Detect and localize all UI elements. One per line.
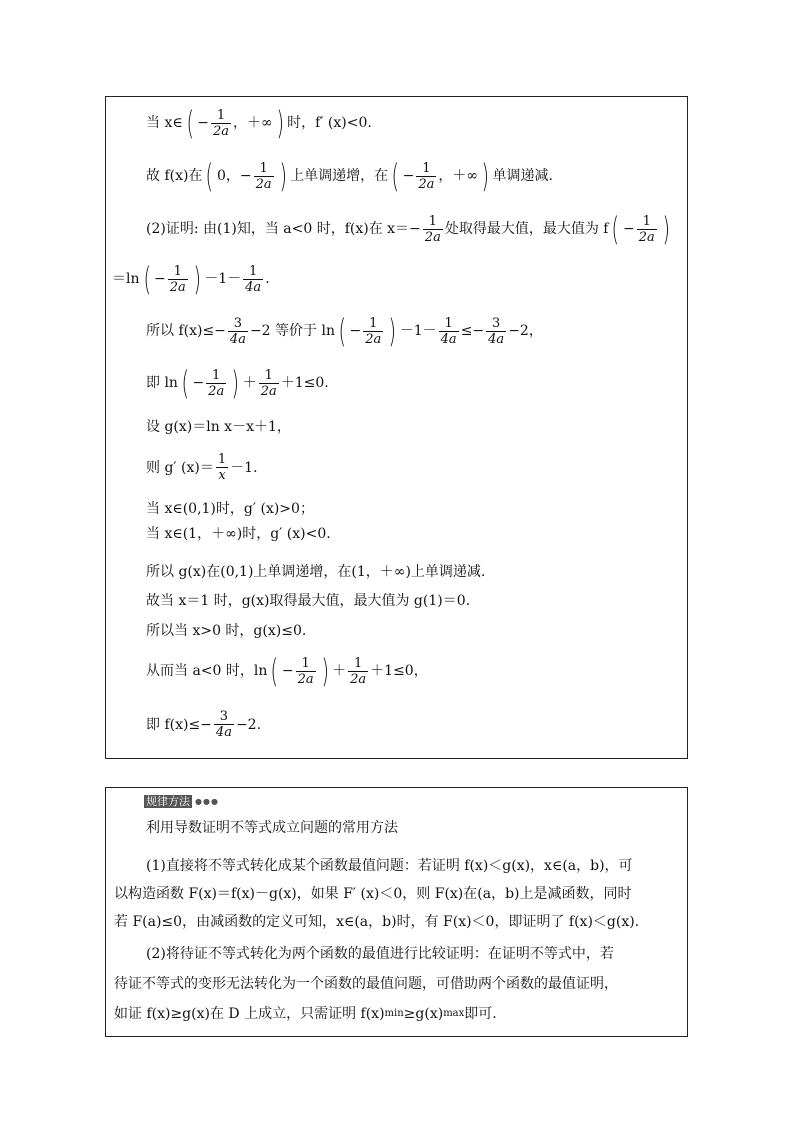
fraction: [637, 214, 657, 245]
text: −2 等价于 ln: [249, 323, 335, 339]
fraction: [439, 316, 459, 347]
text: 则 g′ (x)＝: [146, 459, 214, 476]
paren: ): [279, 157, 287, 195]
denominator: 4a: [229, 331, 246, 347]
fraction: [228, 316, 248, 347]
text: −2.: [235, 716, 262, 733]
text: 设 g(x)＝ln x－x＋1，: [146, 419, 291, 435]
text: 即可.: [464, 1006, 497, 1022]
text: ＝ln: [112, 271, 140, 287]
para1-line3: [114, 912, 639, 932]
line-14: [146, 652, 428, 690]
method-box: [105, 787, 688, 1037]
text: ＋1≤0.: [280, 375, 329, 391]
numerator: 3: [233, 315, 243, 331]
text: −: [281, 663, 294, 679]
fraction: [243, 264, 263, 295]
text: 待证不等式的变形无法转化为一个函数的最值问题，可借助两个函数的最值证明，: [114, 976, 618, 992]
text: −2，: [508, 323, 543, 339]
line-5: [146, 312, 543, 350]
text: −: [197, 115, 209, 131]
fraction: [486, 316, 506, 347]
text: 如证 f(x)≥g(x)在 D 上成立，只需证明 f(x): [114, 1006, 385, 1022]
text: 故当 x＝1 时，g(x)取得最大值，最大值为 g(1)＝0.: [146, 593, 471, 609]
line-4: [112, 260, 270, 298]
para1-line2: [114, 884, 632, 904]
fraction: [254, 161, 274, 192]
line-6: [146, 364, 329, 402]
paren: ): [193, 260, 201, 298]
method-badge: [144, 795, 219, 808]
denominator: 2a: [260, 383, 277, 399]
fraction: [206, 368, 226, 399]
paren: (: [611, 210, 620, 248]
text: 上单调递增，在: [290, 168, 389, 184]
text: 0，−: [216, 168, 252, 184]
text: 以构造函数 F(x)＝f(x)－g(x)，如果 F′ (x)＜0，则 F(x)在(a，b)上是减函数，同时: [114, 886, 632, 902]
fraction: [216, 452, 228, 483]
denominator: 2a: [350, 671, 367, 687]
paren: (: [142, 260, 151, 298]
text: －1.: [230, 459, 258, 476]
text: 所以 g(x)在(0,1)上单调递增，在(1，＋∞)上单调递减.: [146, 564, 486, 580]
line-10: [146, 524, 331, 544]
numerator: 1: [259, 160, 268, 176]
paren: (: [186, 104, 194, 142]
text: −: [622, 221, 635, 237]
dots-icon: ●●●: [195, 797, 219, 806]
denominator: 2a: [255, 176, 272, 192]
text: 从而当 a<0 时，ln: [146, 663, 268, 679]
line-15: [146, 709, 261, 740]
para2-line1: [146, 944, 614, 964]
paren: ): [662, 210, 670, 248]
paren: (: [205, 157, 214, 195]
numerator: 3: [492, 315, 501, 331]
subscript: max: [443, 1008, 465, 1019]
line-3: [146, 210, 673, 248]
denominator: 2a: [208, 383, 225, 399]
text: ＋: [332, 663, 347, 679]
paren: ): [276, 104, 284, 142]
text: 故 f(x)在: [146, 168, 203, 184]
text: ，＋∞: [438, 168, 479, 184]
text: 单调递减.: [492, 168, 553, 184]
line-1: [146, 104, 372, 142]
fraction: [363, 316, 383, 347]
text: 即 ln: [146, 375, 178, 391]
denominator: 2a: [365, 331, 382, 347]
numerator: 1: [217, 452, 227, 467]
text: 时，f′ (x)<0.: [287, 115, 372, 131]
denominator: 2a: [169, 279, 186, 295]
text: −: [402, 168, 415, 184]
text: .: [265, 271, 270, 287]
solution-box: [105, 96, 688, 759]
numerator: 1: [428, 213, 437, 229]
paren: (: [391, 157, 400, 195]
numerator: 3: [219, 709, 229, 724]
line-12: [146, 591, 470, 611]
paren: (: [181, 364, 189, 402]
line-2: [146, 157, 553, 195]
text: 利用导数证明不等式成立问题的常用方法: [146, 820, 398, 836]
text: 处取得最大值，最大值为 f: [444, 221, 609, 237]
method-title: [146, 818, 398, 838]
fraction: [296, 656, 316, 687]
fraction: [211, 108, 231, 139]
text: −: [153, 271, 166, 287]
denominator: 4a: [440, 331, 457, 347]
text: 当 x∈: [146, 115, 183, 131]
fraction: [416, 161, 436, 192]
line-11: [146, 562, 485, 582]
denominator: 2a: [638, 229, 655, 245]
text: ≥g(x): [403, 1006, 444, 1022]
numerator: 1: [642, 213, 651, 229]
text: －1－: [204, 271, 242, 287]
text: ＋1≤0，: [370, 663, 428, 679]
subscript: min: [384, 1008, 404, 1019]
line-8: [146, 452, 258, 483]
text: 当 x∈(0,1)时，g′ (x)>0；: [146, 501, 314, 517]
text: (2)将待证不等式转化为两个函数的最值进行比较证明：在证明不等式中，若: [146, 946, 614, 962]
paren: (: [338, 312, 346, 350]
paren: ): [231, 364, 240, 402]
numerator: 1: [216, 107, 226, 123]
line-7: [146, 417, 291, 437]
paren: ): [321, 652, 329, 690]
denominator: x: [218, 468, 226, 483]
para1-line1: [146, 856, 633, 876]
line-13: [146, 621, 306, 641]
text: ≤−: [460, 323, 485, 339]
denominator: 4a: [245, 279, 262, 295]
text: −: [192, 375, 205, 391]
text: 所以当 x>0 时，g(x)≤0.: [146, 623, 307, 639]
paren: ): [481, 157, 490, 195]
numerator: 1: [422, 160, 431, 176]
denominator: 2a: [418, 176, 435, 192]
text: 所以 f(x)≤−: [146, 323, 226, 339]
numerator: 1: [354, 655, 363, 671]
denominator: 4a: [488, 331, 505, 347]
numerator: 1: [212, 367, 221, 383]
fraction: [259, 368, 279, 399]
text: −: [349, 323, 362, 339]
numerator: 1: [301, 655, 310, 671]
text: －1－: [399, 323, 437, 339]
paren: ): [388, 312, 397, 350]
numerator: 1: [249, 263, 258, 279]
text: (1)直接将不等式转化成某个函数最值问题：若证明 f(x)＜g(x)，x∈(a，b)，可: [146, 858, 633, 874]
denominator: 2a: [424, 229, 441, 245]
numerator: 1: [264, 367, 273, 383]
text: ＋: [242, 375, 257, 391]
text: (2)证明: 由(1)知，当 a<0 时，f(x)在 x＝−: [146, 221, 421, 237]
fraction: [423, 214, 443, 245]
numerator: 1: [444, 315, 453, 331]
fraction: [348, 656, 368, 687]
badge-label: 规律方法: [146, 795, 190, 808]
text: 即 f(x)≤−: [146, 716, 212, 733]
denominator: 2a: [297, 671, 314, 687]
denominator: 4a: [215, 725, 232, 740]
para2-line3: [114, 1004, 497, 1024]
text: ，＋∞: [232, 115, 273, 131]
text: 若 F(a)≤0，由减函数的定义可知，x∈(a，b)时，有 F(x)＜0，即证明了 f(x)＜g(x).: [114, 914, 640, 930]
fraction: [214, 709, 234, 740]
numerator: 1: [369, 315, 378, 331]
numerator: 1: [173, 263, 182, 279]
line-9: [146, 499, 314, 519]
para2-line2: [114, 974, 618, 994]
fraction: [168, 264, 188, 295]
denominator: 2a: [212, 123, 229, 139]
text: 当 x∈(1，＋∞)时，g′ (x)<0.: [146, 526, 331, 542]
paren: (: [270, 652, 279, 690]
